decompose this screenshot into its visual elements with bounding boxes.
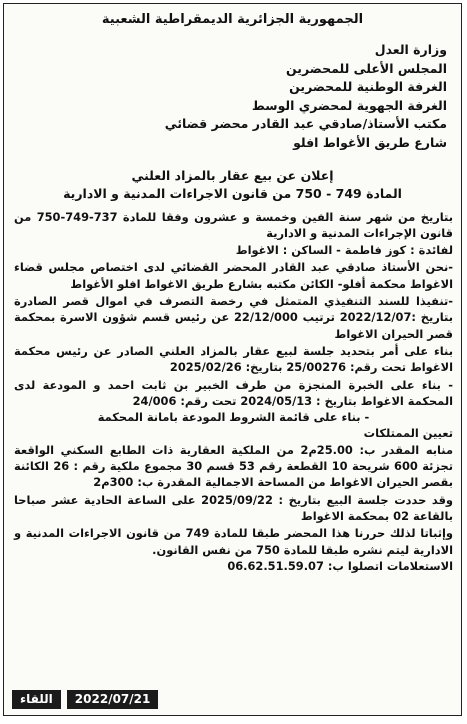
issuer-line-ministry: وزارة العدل (374, 42, 447, 57)
issuer-line-regional-chamber: الغرفة الجهوية لمحضري الوسط (251, 97, 447, 113)
body-paragraph-record: وإثباتا لذلك حررنا هذا المحضر طبقا للمادة 749 من قانون الاجراءات المدنية و الادارية ليتم نشره طبقا للمادة 750 من نفس القانون. (14, 526, 453, 557)
body-paragraph-contact: الاستعلامات اتصلوا ب: 06.62.51.59.07 (227, 558, 453, 573)
notice-title: إعلان عن بيع عقار بالمزاد العلني (131, 167, 334, 183)
republic-heading: الجمهورية الجزائرية الديمقراطية الشعبية (101, 12, 364, 27)
legal-notice (3, 3, 462, 716)
body-paragraph-executive-title: -تنفيذا للسند التنفيذي المتمثل في رخصة التصرف في اموال قصر الصادرة بتاريخ :2022/12/07 ترتيب 22/12/000 عن رئيس قسم شؤون الاسرة بمحكمة قصر الحيران الاغواط (14, 294, 453, 341)
notice-title-block (4, 167, 461, 203)
footer-bar (12, 690, 158, 709)
body-paragraph-conditions: - بناء على قائمة الشروط المودعة بامانة المحكمة (97, 410, 370, 425)
body-paragraph-property: منابه المقدر ب: 25.00م2 من الملكية العقارية ذات الطابع السكني الواقعة تجزئة 600 شريحة 10 القطعة رقم 53 قسم 30 مجموع ملكية رقم : 26 الكائنة بقصر الحيران الاغواط من المساحة الاجمالية المقدرة ب: 300م2 (14, 442, 453, 490)
body-paragraph-session: وقد حددت جلسة البيع بتاريخ : 2025/09/22 على الساعة الحادية عشر صباحا بالقاعة 02 بمحكمة الاغواط (14, 492, 453, 523)
body-paragraph-expertise: - بناء على الخبرة المنجزة من طرف الخبير بن ثابت احمد و المودعة لدى المحكمة الاغواط بتاريخ : 2024/05/13 تحت رقم: 24/006 (14, 377, 453, 408)
issuer-line-office: مكتب الأستاذ/صادقي عبد القادر محضر قضائي (164, 116, 447, 132)
body-paragraph-court-order: بناء على أمر بتحديد جلسة لبيع عقار بالمزاد العلني الصادر عن رئيس محكمة الاغواط تحت رقم: 25/00276 بتاريخ: 2025/02/26 (14, 343, 453, 375)
issuer-line-address: شارع طريق الأغواط افلو (293, 134, 447, 150)
issuer-line-national-chamber: الغرفة الوطنية للمحضرين (289, 79, 447, 95)
notice-subtitle: المادة 749 - 750 من قانون الاجراءات المدنية و الادارية (63, 185, 402, 201)
body-heading-properties: تعيين الممتلكات (363, 426, 453, 441)
newspaper-name: اللقاء (12, 690, 61, 709)
body-paragraph-beneficiary: لفائدة : كوز فاطمة - الساكن : الاغواط (235, 243, 453, 258)
body-paragraph-date: بتاريخ من شهر سنة الفين وخمسة و عشرون وفقا للمادة 737-749-750 من قانون الإجراءات المدنية و الادارية (14, 209, 453, 240)
notice-body (4, 209, 461, 575)
issuer-line-council: المجلس الأعلى للمحضرين (286, 60, 447, 76)
issuer-block (4, 41, 461, 153)
body-paragraph-bailiff: -نحن الأستاذ صادقي عبد القادر المحضر القضائي لدى اختصاص مجلس قضاء الاغواط محكمة أفلو- الكائن مكتبه بشارع طريق الاغواط افلو الأغواط (14, 260, 453, 291)
publication-date: 2022/07/21 (67, 690, 159, 709)
